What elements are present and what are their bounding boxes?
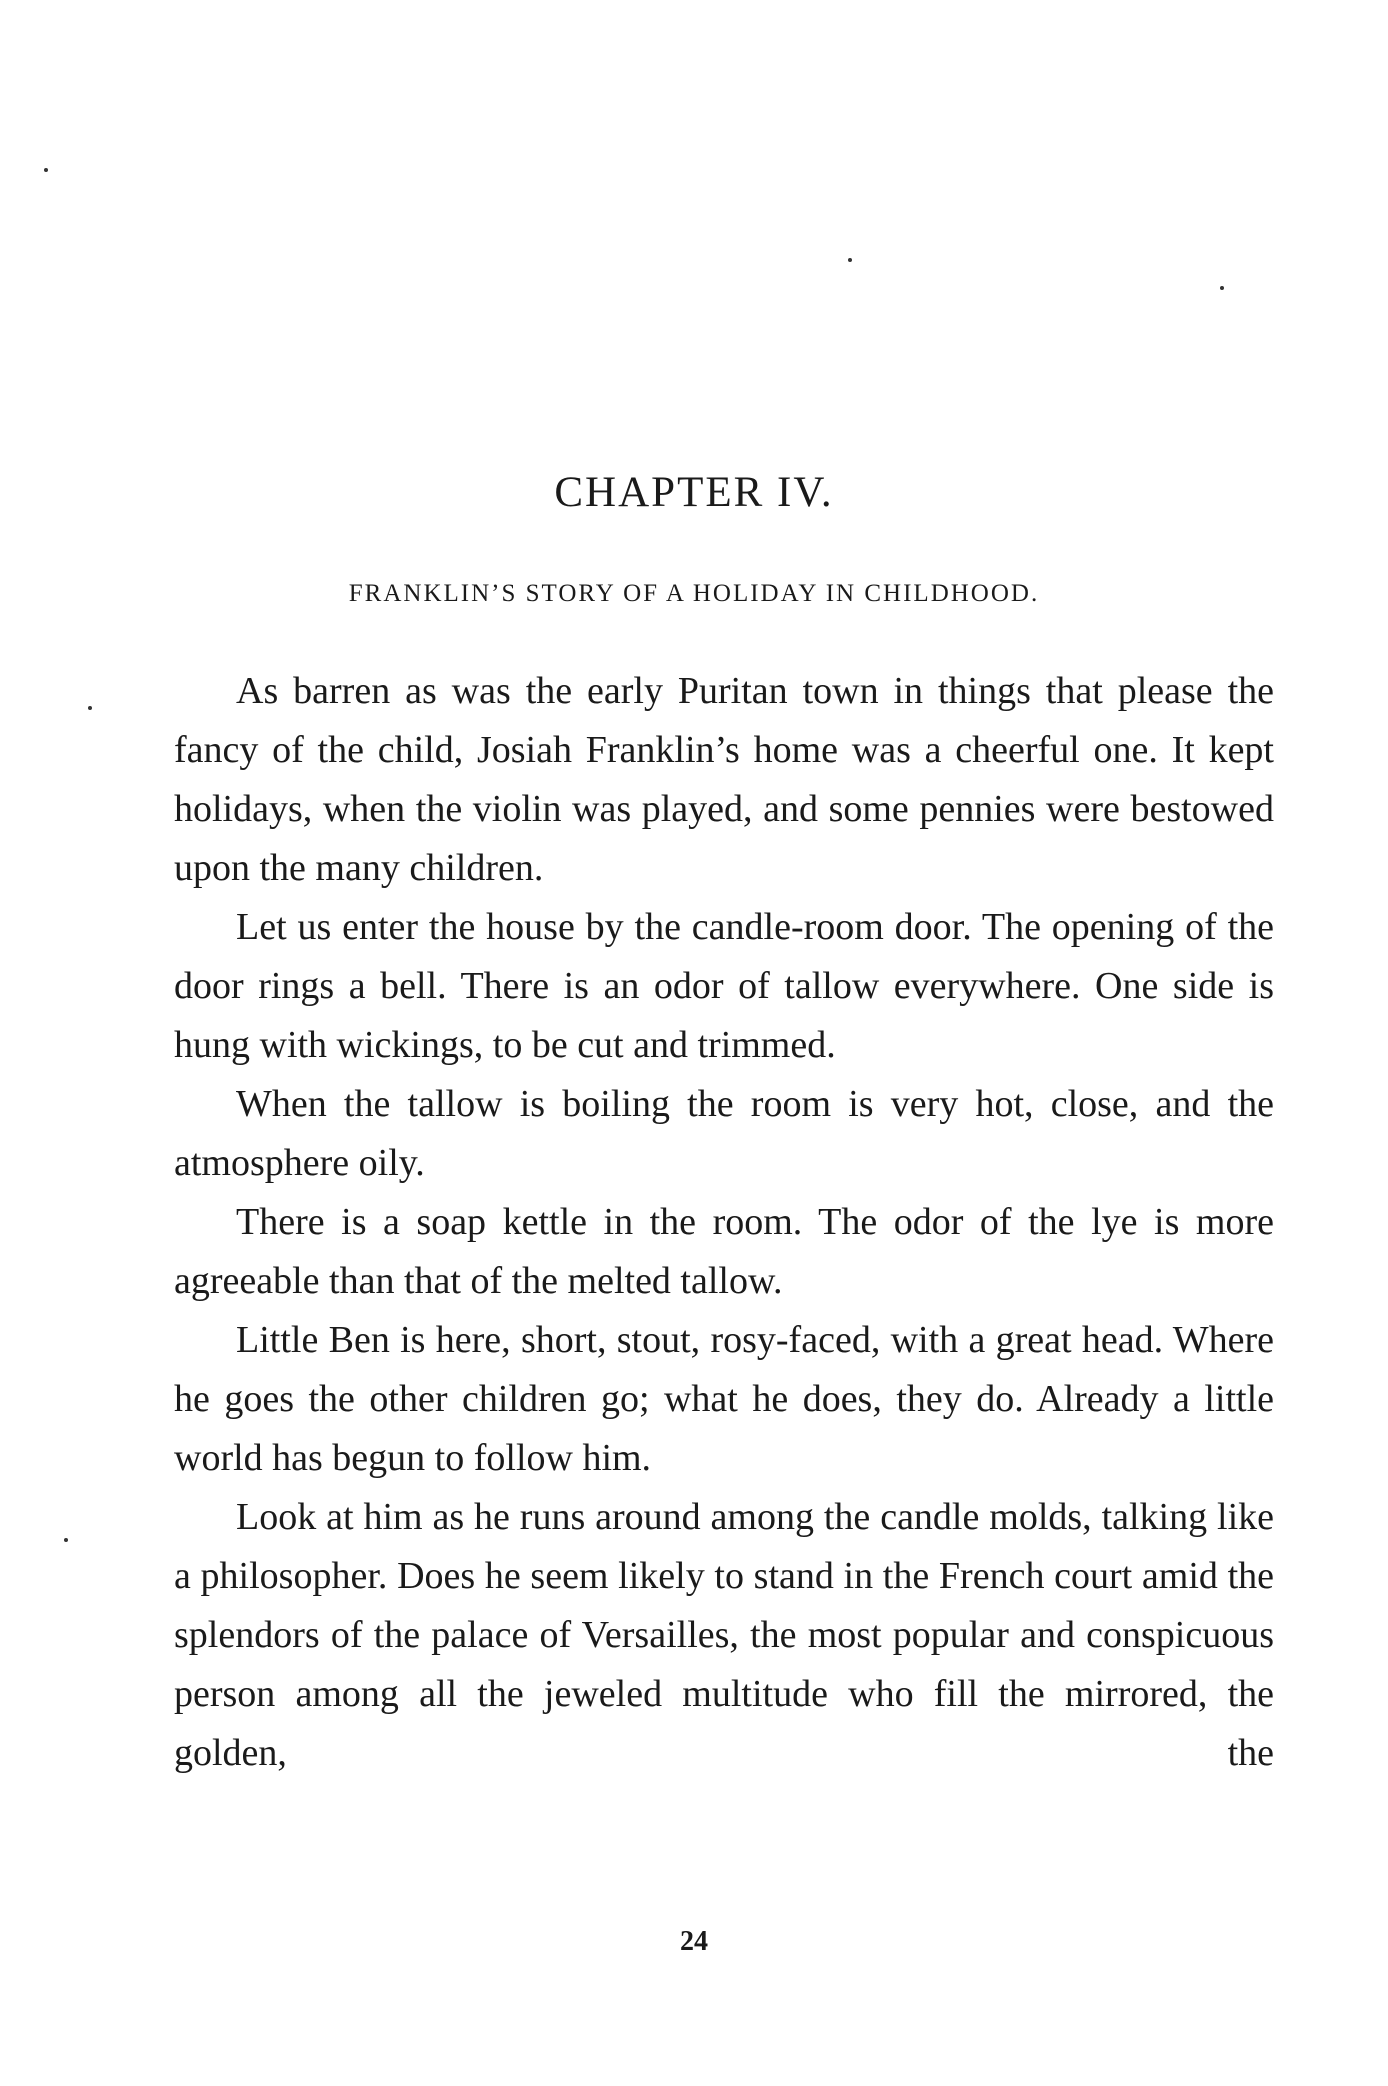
paragraph: When the tallow is boiling the room is very hot, close, and the atmosphere oily. <box>174 1083 1274 1184</box>
chapter-subtitle: FRANKLIN’S STORY OF A HOLIDAY IN CHILDHOOD. <box>348 580 1040 607</box>
page-number: 24 <box>680 1926 708 1957</box>
print-speck <box>88 706 92 710</box>
paragraph: Let us enter the house by the candle-room door. The opening of the door rings a bell. There is an odor of tallow everywhere. One side is hung with wickings, to be cut and trimmed. <box>174 906 1274 1066</box>
print-speck <box>848 258 852 262</box>
chapter-body <box>174 662 1274 1783</box>
chapter-title: CHAPTER IV. <box>554 469 834 516</box>
print-speck <box>44 168 48 172</box>
print-speck <box>64 1538 68 1542</box>
paragraph: Look at him as he runs around among the candle molds, talking like a philosopher. Does he seem likely to stand in the French court amid the splendors of the palace of Versailles, the most popular and conspicuous person among all the jeweled multitude who fill the mirrored, the golden, the <box>174 1496 1274 1774</box>
paragraph: There is a soap kettle in the room. The odor of the lye is more agreeable than that of the melted tallow. <box>174 1201 1274 1302</box>
print-speck <box>1220 286 1224 290</box>
paragraph: Little Ben is here, short, stout, rosy-faced, with a great head. Where he goes the other children go; what he does, they do. Already a little world has begun to follow him. <box>174 1319 1274 1479</box>
paragraph: As barren as was the early Puritan town in things that please the fancy of the child, Josiah Franklin’s home was a cheerful one. It kept holidays, when the violin was played, and some pennies were bestowed upon the many children. <box>174 670 1274 889</box>
